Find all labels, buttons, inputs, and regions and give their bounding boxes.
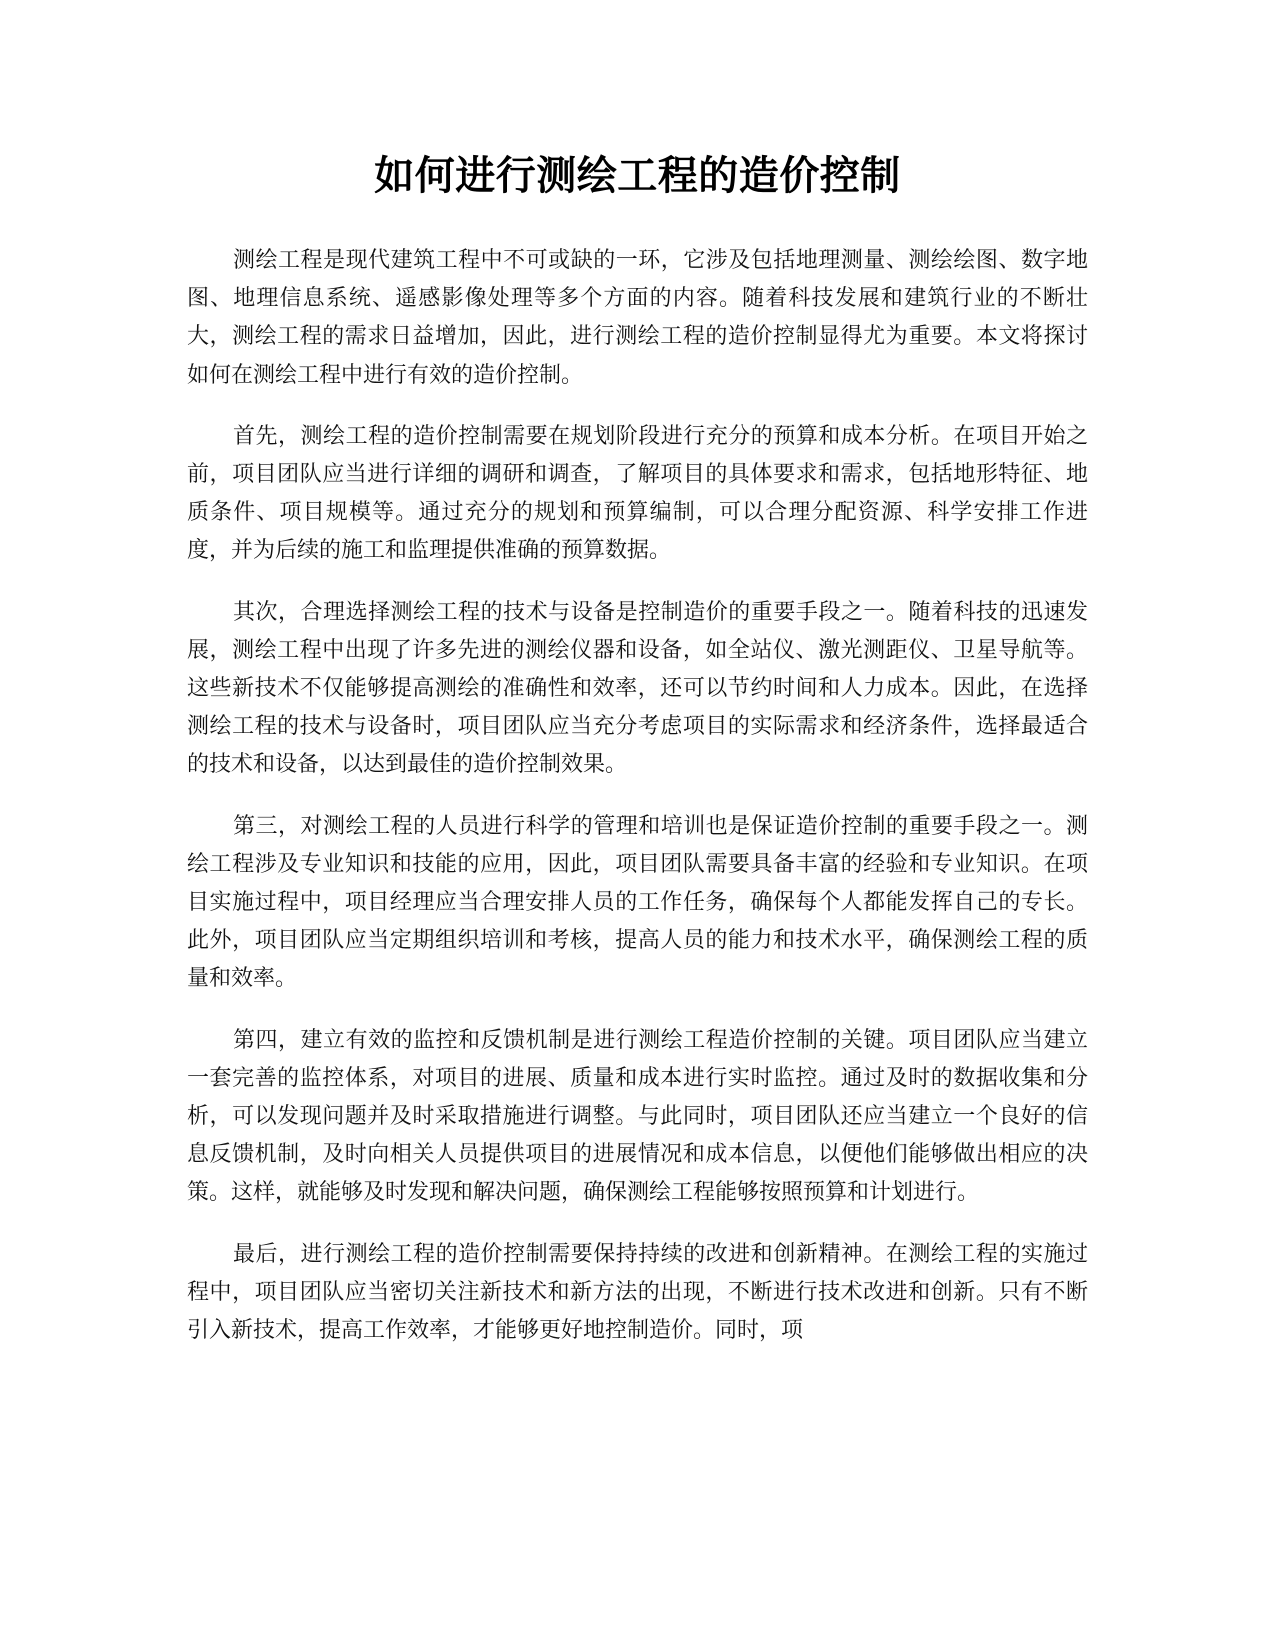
document-body — [187, 242, 1088, 1373]
document-title: 如何进行测绘工程的造价控制 — [374, 153, 901, 199]
paragraph-second: 其次，合理选择测绘工程的技术与设备是控制造价的重要手段之一。随着科技的迅速发展，测绘工程中出现了许多先进的测绘仪器和设备，如全站仪、激光测距仪、卫星导航等。这些新技术不仅能够提高测绘的准确性和效率，还可以节约时间和人力成本。因此，在选择测绘工程的技术与设备时，项目团队应当充分考虑项目的实际需求和经济条件，选择最适合的技术和设备，以达到最佳的造价控制效果。 — [187, 599, 1088, 778]
paragraph-last: 最后，进行测绘工程的造价控制需要保持持续的改进和创新精神。在测绘工程的实施过程中，项目团队应当密切关注新技术和新方法的出现，不断进行技术改进和创新。只有不断引入新技术，提高工作效率，才能够更好地控制造价。同时，项 — [187, 1241, 1088, 1344]
paragraph-intro: 测绘工程是现代建筑工程中不可或缺的一环，它涉及包括地理测量、测绘绘图、数字地图、地理信息系统、遥感影像处理等多个方面的内容。随着科技发展和建筑行业的不断壮大，测绘工程的需求日益增加，因此，进行测绘工程的造价控制显得尤为重要。本文将探讨如何在测绘工程中进行有效的造价控制。 — [187, 248, 1088, 388]
paragraph-first: 首先，测绘工程的造价控制需要在规划阶段进行充分的预算和成本分析。在项目开始之前，项目团队应当进行详细的调研和调查，了解项目的具体要求和需求，包括地形特征、地质条件、项目规模等。通过充分的规划和预算编制，可以合理分配资源、科学安排工作进度，并为后续的施工和监理提供准确的预算数据。 — [187, 423, 1088, 564]
paragraph-fourth: 第四，建立有效的监控和反馈机制是进行测绘工程造价控制的关键。项目团队应当建立一套完善的监控体系，对项目的进展、质量和成本进行实时监控。通过及时的数据收集和分析，可以发现问题并及时采取措施进行调整。与此同时，项目团队还应当建立一个良好的信息反馈机制，及时向相关人员提供项目的进展情况和成本信息，以便他们能够做出相应的决策。这样，就能够及时发现和解决问题，确保测绘工程能够按照预算和计划进行。 — [187, 1027, 1088, 1206]
paragraph-third: 第三，对测绘工程的人员进行科学的管理和培训也是保证造价控制的重要手段之一。测绘工程涉及专业知识和技能的应用，因此，项目团队需要具备丰富的经验和专业知识。在项目实施过程中，项目经理应当合理安排人员的工作任务，确保每个人都能发挥自己的专长。此外，项目团队应当定期组织培训和考核，提高人员的能力和技术水平，确保测绘工程的质量和效率。 — [187, 813, 1088, 992]
